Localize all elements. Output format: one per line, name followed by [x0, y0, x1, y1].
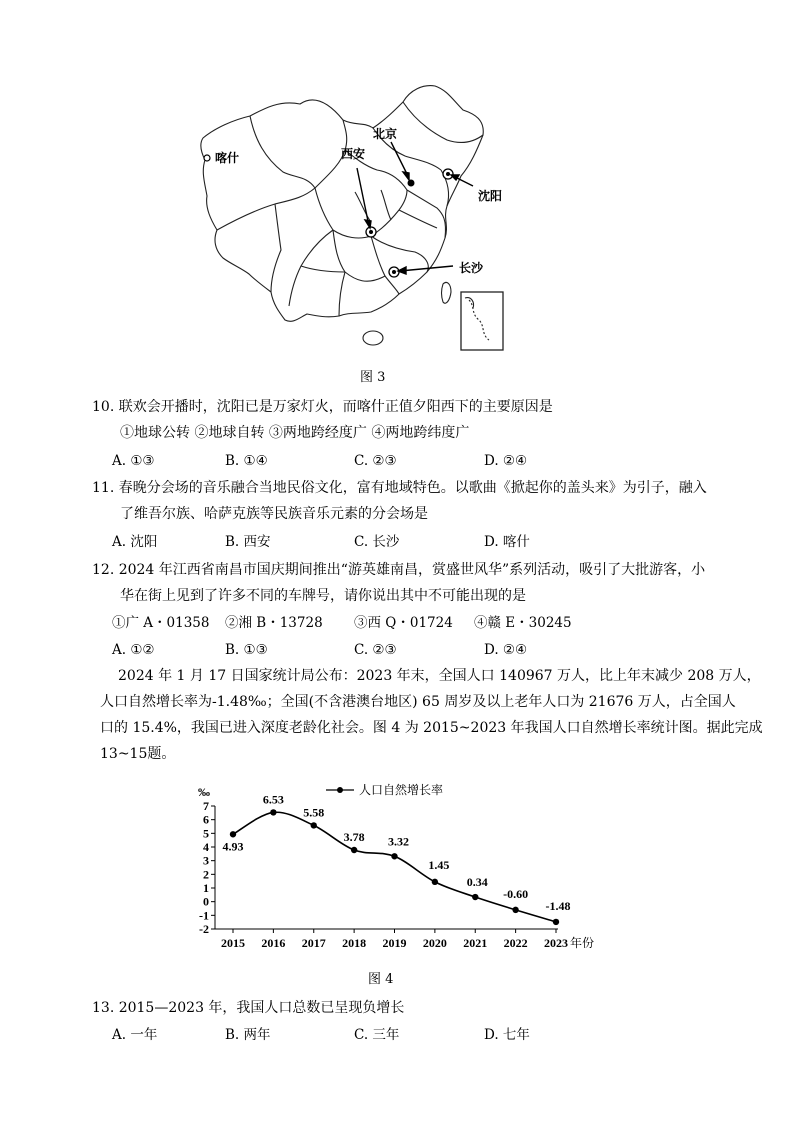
province-boundary — [371, 236, 399, 294]
province-boundary — [217, 188, 315, 230]
changsha-arrow — [400, 266, 453, 271]
x-tick-label: 2021 — [463, 936, 488, 950]
y-tick-label: 2 — [203, 867, 209, 882]
province-boundary — [381, 190, 391, 220]
y-tick-label: 7 — [203, 799, 209, 813]
data-point — [391, 853, 397, 859]
x-tick-label: 2023 — [544, 936, 568, 950]
x-tick-label: 2016 — [261, 936, 286, 950]
data-label: 0.34 — [466, 875, 488, 890]
data-label: 5.58 — [303, 805, 325, 820]
y-tick-label: 0 — [203, 894, 209, 909]
beijing-arrowhead — [403, 172, 409, 180]
xian-arrow — [357, 168, 369, 226]
q11-option-c[interactable]: C. 长沙 — [354, 534, 400, 550]
legend-marker — [337, 787, 343, 793]
changsha-marker-inner — [392, 270, 396, 274]
kashgar-label: 喀什 — [215, 151, 240, 165]
x-tick-label: 2017 — [301, 936, 326, 950]
q12-item-1: ①广 A・01358 — [112, 615, 210, 631]
figure3-caption: 图 3 — [360, 370, 386, 385]
changsha-label: 长沙 — [459, 261, 484, 275]
y-tick-label: 6 — [203, 812, 209, 827]
legend-label: 人口自然增长率 — [359, 783, 444, 797]
taiwan-island — [442, 282, 452, 303]
x-axis-title: 年份 — [570, 936, 595, 950]
xian-label: 西安 — [341, 147, 366, 161]
y-tick-label: 1 — [203, 881, 209, 895]
y-tick-label: 3 — [203, 853, 209, 868]
data-label: 3.78 — [343, 830, 365, 845]
q10-stem: 10. 联欢会开播时，沈阳已是万家灯火，而喀什正值夕阳西下的主要原因是 — [92, 399, 553, 415]
figure4-caption: 图 4 — [368, 972, 394, 987]
data-label: 3.32 — [388, 834, 409, 849]
beijing-label: 北京 — [373, 127, 398, 141]
y-unit-label: ‰ — [198, 785, 210, 799]
q13-stem: 13. 2015—2023 年，我国人口总数已呈现负增长 — [92, 1000, 405, 1016]
province-boundary — [399, 210, 437, 228]
inset-boundary — [469, 300, 489, 340]
province-boundary — [403, 102, 483, 143]
province-boundary — [407, 190, 446, 238]
q10-option-b[interactable]: B. ①④ — [225, 453, 268, 469]
data-label: 4.93 — [222, 839, 244, 854]
q12-option-d[interactable]: D. ②④ — [484, 642, 528, 658]
series-line — [233, 812, 556, 922]
y-tick-label: -2 — [199, 922, 209, 936]
hainan-island — [363, 331, 383, 345]
population-growth-chart — [190, 780, 630, 960]
data-point — [351, 847, 357, 853]
xian-arrowhead — [365, 220, 371, 228]
shenyang-label: 沈阳 — [478, 189, 503, 203]
q11-stem-line2: 了维吾尔族、哈萨克族等民族音乐元素的分会场是 — [120, 506, 428, 522]
province-boundary — [301, 266, 345, 272]
passage-line-1: 2024 年 1 月 17 日国家统计局公布：2023 年末，全国人口 140967 万人，比上年末减少 208 万人， — [118, 668, 761, 684]
province-boundary — [250, 116, 315, 188]
province-boundary — [271, 204, 281, 292]
q13-option-a[interactable]: A. 一年 — [112, 1027, 158, 1043]
passage-line-3: 口的 15.4%，我国已进入深度老龄化社会。图 4 为 2015~2023 年我国人口自然增长率统计图。据此完成 — [100, 720, 763, 736]
legend — [326, 782, 443, 797]
province-boundary — [371, 236, 428, 272]
x-tick-label: 2018 — [342, 936, 367, 950]
passage-line-2: 人口自然增长率为-1.48‰；全国(不含港澳台地区) 65 周岁及以上老年人口为 21676 万人，占全国人 — [100, 694, 736, 710]
q12-option-c[interactable]: C. ②③ — [354, 642, 397, 658]
x-tick-label: 2022 — [503, 936, 528, 950]
q11-stem-line1: 11. 春晚分会场的音乐融合当地民俗文化，富有地域特色。以歌曲《掀起你的盖头来》为引子，融入 — [92, 480, 707, 496]
x-tick-label: 2019 — [382, 936, 407, 950]
data-point — [432, 879, 438, 885]
data-point — [230, 831, 236, 837]
q12-item-3: ③西 Q・01724 — [354, 615, 453, 631]
q12-option-a[interactable]: A. ①② — [112, 642, 155, 658]
south-china-sea-inset — [461, 292, 503, 350]
y-tick-label: 4 — [203, 840, 209, 854]
province-boundary — [289, 230, 333, 306]
data-label: -0.60 — [503, 886, 529, 901]
q13-option-c[interactable]: C. 三年 — [354, 1027, 400, 1043]
data-point — [270, 809, 276, 815]
q13-option-b[interactable]: B. 两年 — [225, 1027, 271, 1043]
shenyang-marker-inner — [446, 172, 450, 176]
q13-option-d[interactable]: D. 七年 — [484, 1027, 530, 1043]
q10-option-c[interactable]: C. ②③ — [354, 453, 397, 469]
data-point — [311, 822, 317, 828]
data-point — [472, 894, 478, 900]
y-tick-label: 5 — [203, 826, 209, 841]
q11-option-b[interactable]: B. 西安 — [225, 534, 271, 550]
q12-item-2: ②湘 B・13728 — [225, 615, 323, 631]
xian-marker-inner — [369, 230, 373, 234]
data-label: 1.45 — [428, 857, 450, 872]
city-markers — [204, 155, 453, 277]
province-boundary — [339, 272, 345, 316]
q10-option-a[interactable]: A. ①③ — [112, 453, 155, 469]
q12-option-b[interactable]: B. ①③ — [225, 642, 268, 658]
x-tick-label: 2020 — [422, 936, 447, 950]
q10-option-d[interactable]: D. ②④ — [484, 453, 528, 469]
inset-coast — [465, 298, 474, 308]
data-point — [553, 919, 559, 925]
data-point — [512, 907, 518, 913]
x-tick-label: 2015 — [221, 936, 245, 950]
q11-option-a[interactable]: A. 沈阳 — [112, 534, 158, 550]
passage-line-4: 13~15题。 — [100, 746, 176, 762]
china-map — [195, 80, 515, 360]
q11-option-d[interactable]: D. 喀什 — [484, 534, 530, 550]
data-label: -1.48 — [545, 898, 571, 913]
data-label: 6.53 — [262, 792, 284, 807]
q12-stem-line2: 华在街上见到了许多不同的车牌号，请你说出其中不可能出现的是 — [120, 588, 526, 604]
q12-item-4: ④赣 E・30245 — [474, 615, 572, 631]
kashgar-marker — [204, 155, 210, 161]
province-boundary — [371, 190, 407, 236]
y-tick-label: -1 — [199, 908, 209, 923]
q12-stem-line1: 12. 2024 年江西省南昌市国庆期间推出“游英雄南昌，赏盛世风华”系列活动，吸引了大批游客，小 — [92, 562, 706, 578]
q10-items: ①地球公转 ②地球自转 ③两地跨经度广 ④两地跨纬度广 — [120, 425, 470, 441]
